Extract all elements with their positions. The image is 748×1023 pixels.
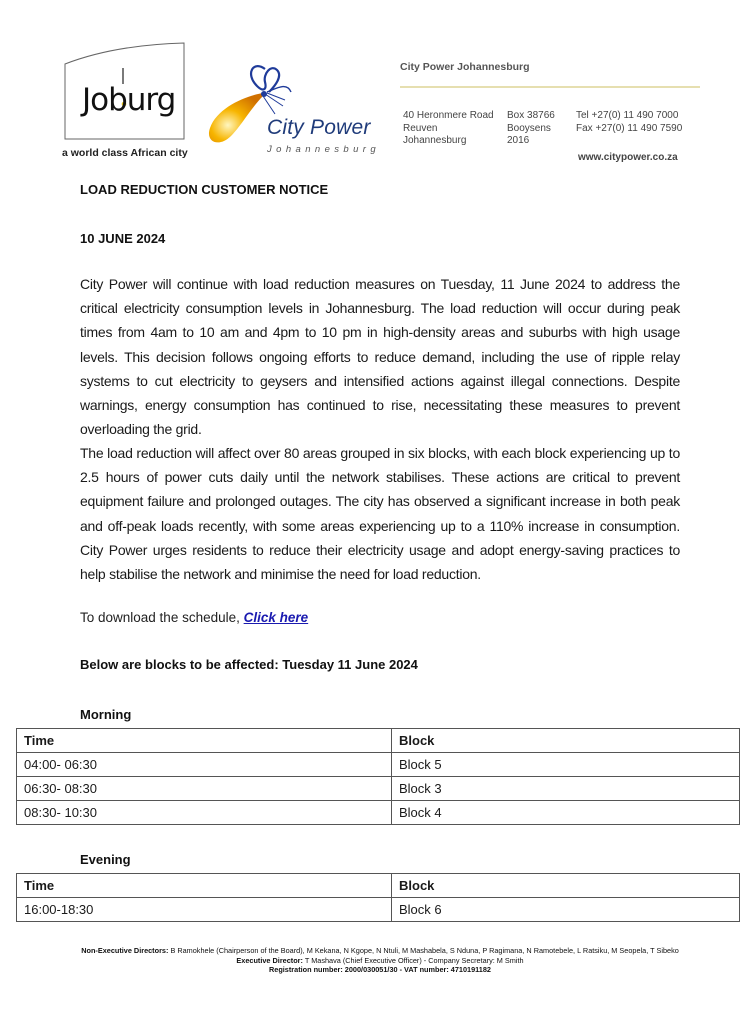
time-cell: 06:30- 08:30: [17, 777, 392, 801]
footer-non-exec: [80, 946, 680, 956]
block-cell: Block 5: [392, 753, 740, 777]
street-address: [403, 110, 494, 148]
non-exec-label: Non-Executive Directors:: [81, 946, 169, 955]
postal-address: [507, 110, 555, 148]
blocks-heading: Below are blocks to be affected: Tuesday 11 June 2024: [80, 657, 418, 672]
joburg-logo: [64, 42, 185, 140]
column-header-time: Time: [17, 874, 392, 898]
address-line: 2016: [507, 135, 530, 146]
download-text: To download the schedule,: [80, 610, 244, 625]
address-line: Box 38766: [507, 110, 555, 121]
table-header-row: [17, 729, 740, 753]
address-line: Johannesburg: [403, 135, 467, 146]
block-cell: Block 4: [392, 801, 740, 825]
joburg-tagline: a world class African city: [62, 147, 188, 159]
download-schedule-link[interactable]: Click here: [243, 610, 309, 625]
column-header-block: Block: [392, 729, 740, 753]
paragraph-details: The load reduction will affect over 80 areas grouped in six blocks, with each block experiencing up to 2.5 hours of power cuts daily until the network stabilises. These actions are critical to prevent equipment failure and prolonged outages. The city has observed a significant increase in both peak and off-peak loads recently, with some areas experiencing up to a 110% increase in consumption. City Power urges residents to reduce their electricity usage and adopt energy-saving practices to help stabilise the network and minimise the need for load reduction.: [80, 445, 680, 583]
phone-number: Tel +27(0) 11 490 7000: [576, 110, 679, 121]
time-cell: 04:00- 06:30: [17, 753, 392, 777]
address-line: 40 Heronmere Road: [403, 110, 494, 121]
download-line: [80, 610, 308, 625]
evening-label: Evening: [80, 852, 131, 867]
table-row: [17, 753, 740, 777]
block-cell: Block 6: [392, 898, 740, 922]
morning-schedule-table: [16, 728, 740, 825]
org-name: City Power Johannesburg: [400, 61, 530, 73]
evening-schedule-table: [16, 873, 740, 922]
website-link[interactable]: www.citypower.co.za: [578, 152, 678, 163]
column-header-block: Block: [392, 874, 740, 898]
non-exec-names: B Ramokhele (Chairperson of the Board), M Kekana, N Kgope, N Ntuli, M Mashabela, S Nduna, P Ragimana, N Ramotebele, L Ratsiku, M Seopela, T Sibeko: [170, 946, 679, 955]
notice-title: LOAD REDUCTION CUSTOMER NOTICE: [80, 182, 329, 197]
morning-label: Morning: [80, 707, 132, 722]
fax-number: Fax +27(0) 11 490 7590: [576, 122, 683, 134]
city-power-city: Johannesburg: [267, 144, 381, 155]
table-header-row: [17, 874, 740, 898]
exec-text: T Mashava (Chief Executive Officer) - Company Secretary: M Smith: [304, 955, 524, 965]
city-power-name: City Power: [267, 116, 371, 139]
footer-registration: [80, 965, 680, 975]
footer: [80, 946, 680, 975]
table-row: [17, 898, 740, 922]
address-line: Reuven: [403, 122, 438, 134]
table-row: [17, 801, 740, 825]
joburg-wordmark: Joburg: [82, 82, 176, 118]
address-line: Booysens: [507, 122, 551, 134]
time-cell: 08:30- 10:30: [17, 801, 392, 825]
block-cell: Block 3: [392, 777, 740, 801]
exec-label: Executive Director:: [236, 955, 303, 965]
table-row: [17, 777, 740, 801]
footer-exec: [80, 956, 680, 966]
time-cell: 16:00-18:30: [17, 898, 392, 922]
notice-date: 10 JUNE 2024: [80, 231, 166, 246]
header-divider: [400, 86, 700, 88]
column-header-time: Time: [17, 729, 392, 753]
paragraph-intro: City Power will continue with load reduction measures on Tuesday, 11 June 2024 to address the critical electricity consumption levels in Johannesburg. The load reduction will occur during peak times from 4am to 10 am and 4pm to 10 pm in high-density areas and suburbs with high usage levels. This decision follows ongoing efforts to reduce demand, including the use of ripple relay systems to cut electricity to geysers and intensified actions against illegal connections. Despite warnings, energy consumption has continued to rise, necessitating these measures to prevent overloading the grid.: [80, 276, 680, 438]
registration-text: Registration number: 2000/030051/30 - VAT number: 4710191182: [269, 965, 491, 974]
city-power-logo: [205, 60, 390, 160]
contact-numbers: [576, 110, 682, 135]
